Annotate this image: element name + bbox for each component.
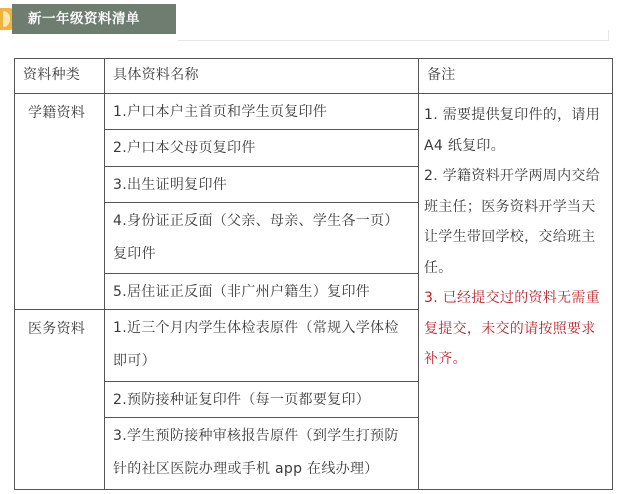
item-cell: 3.学生预防接种审核报告原件（到学生打预防针的社区医院办理或手机 app 在线办理） <box>105 418 419 490</box>
item-cell: 2.预防接种证复印件（每一页都要复印） <box>105 382 419 418</box>
note-1: 1. 需要提供复印件的，请用A4 纸复印。 <box>424 107 601 154</box>
item-cell: 1.近三个月内学生体检表原件（常规入学体检即可） <box>105 310 419 382</box>
section-title: 新一年级资料清单 <box>12 4 176 34</box>
table-row <box>15 94 613 130</box>
item-cell: 2.户口本父母页复印件 <box>105 130 419 167</box>
item-cell: 5.居住证正反面（非广州户籍生）复印件 <box>105 274 419 310</box>
header-item-name: 具体资料名称 <box>105 59 419 94</box>
materials-table <box>14 58 613 490</box>
category-xueji: 学籍资料 <box>15 94 105 310</box>
item-cell: 1.户口本户主首页和学生页复印件 <box>105 94 419 130</box>
header-divider <box>178 40 608 41</box>
item-cell: 3.出生证明复印件 <box>105 167 419 203</box>
header-category: 资料种类 <box>15 59 105 94</box>
table-header-row <box>15 59 613 94</box>
note-2: 2. 学籍资料开学两周内交给班主任；医务资料开学当天让学生带回学校，交给班主任。 <box>424 168 601 276</box>
header-remarks: 备注 <box>419 59 613 94</box>
note-3: 3. 已经提交过的资料无需重复提交，未交的请按照要求补齐。 <box>424 290 601 367</box>
category-yiwu: 医务资料 <box>15 310 105 490</box>
header-divider-tick <box>608 30 609 41</box>
section-header <box>0 4 176 34</box>
remarks-cell <box>419 94 613 490</box>
item-cell: 4.身份证正反面（父亲、母亲、学生各一页）复印件 <box>105 203 419 274</box>
